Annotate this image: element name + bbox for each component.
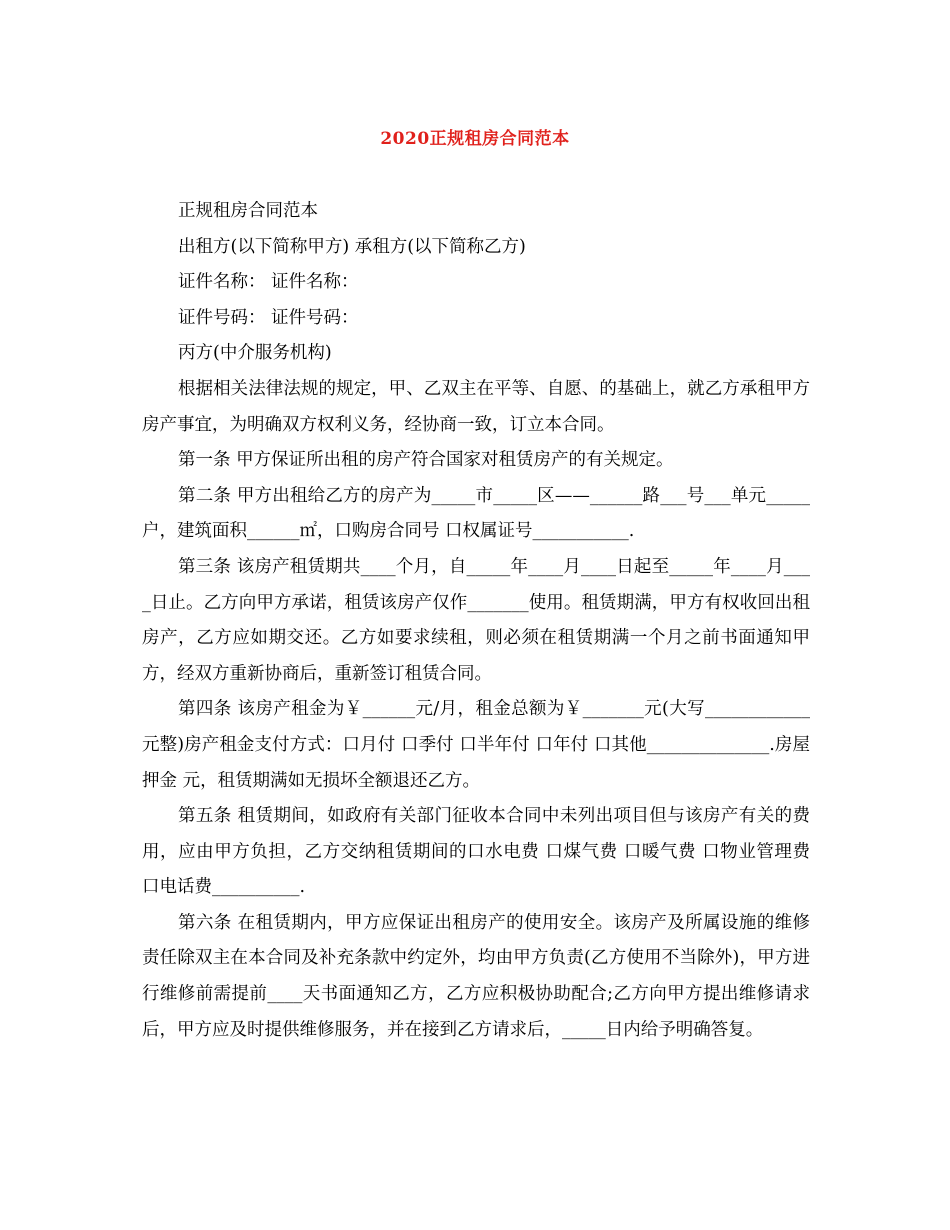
paragraph-preamble: 根据相关法律法规的规定，甲、乙双主在平等、自愿、的基础上，就乙方承租甲方房产事宜，为明确双方权利义务，经协商一致，订立本合同。 — [142, 378, 810, 435]
paragraph-article-2: 第二条 甲方出租给乙方的房产为_____市_____区——______路___号___单元_____户，建筑面积______㎡，口购房合同号 口权属证号___________. — [142, 485, 810, 542]
paragraph-article-4: 第四条 该房产租金为￥______元/月，租金总额为￥_______元(大写____________元整)房产租金支付方式：口月付 口季付 口半年付 口年付 口其他______________.房屋押金 元，租赁期满如无损坏全额退还乙方。 — [142, 699, 810, 791]
paragraph-id-number: 证件号码： 证件号码： — [178, 307, 359, 328]
paragraph-agency: 丙方(中介服务机构) — [178, 343, 332, 364]
paragraph-article-6: 第六条 在租赁期内，甲方应保证出租房产的使用安全。该房产及所属设施的维修责任除双主在本合同及补充条款中约定外，均由甲方负责(乙方使用不当除外)，甲方进行维修前需提前____天书面通知乙方，乙方应积极协助配合;乙方向甲方提出维修请求后，甲方应及时提供维修服务，并在接到乙方请求后，_____日内给予明确答复。 — [142, 912, 810, 1040]
paragraph-id-name: 证件名称： 证件名称： — [178, 272, 359, 293]
document-body — [142, 194, 816, 1048]
paragraph-heading: 正规租房合同范本 — [178, 201, 318, 221]
paragraph-article-1: 第一条 甲方保证所出租的房产符合国家对租赁房产的有关规定。 — [178, 450, 674, 471]
paragraph-article-5: 第五条 租赁期间，如政府有关部门征收本合同中未列出项目但与该房产有关的费用，应由甲方负担，乙方交纳租赁期间的口水电费 口煤气费 口暖气费 口物业管理费 口电话费__________. — [142, 806, 816, 898]
paragraph-article-3: 第三条 该房产租赁期共____个月，自_____年____月____日起至_____年____月____日止。乙方向甲方承诺，租赁该房产仅作_______使用。租赁期满，甲方有权收回出租房产，乙方应如期交还。乙方如要求续租，则必须在租赁期满一个月之前书面通知甲方，经双方重新协商后，重新签订租赁合同。 — [142, 556, 810, 684]
document-title: 2020正规租房合同范本 — [380, 129, 570, 149]
paragraph-parties: 出租方(以下简称甲方) 承租方(以下简称乙方) — [178, 236, 526, 257]
